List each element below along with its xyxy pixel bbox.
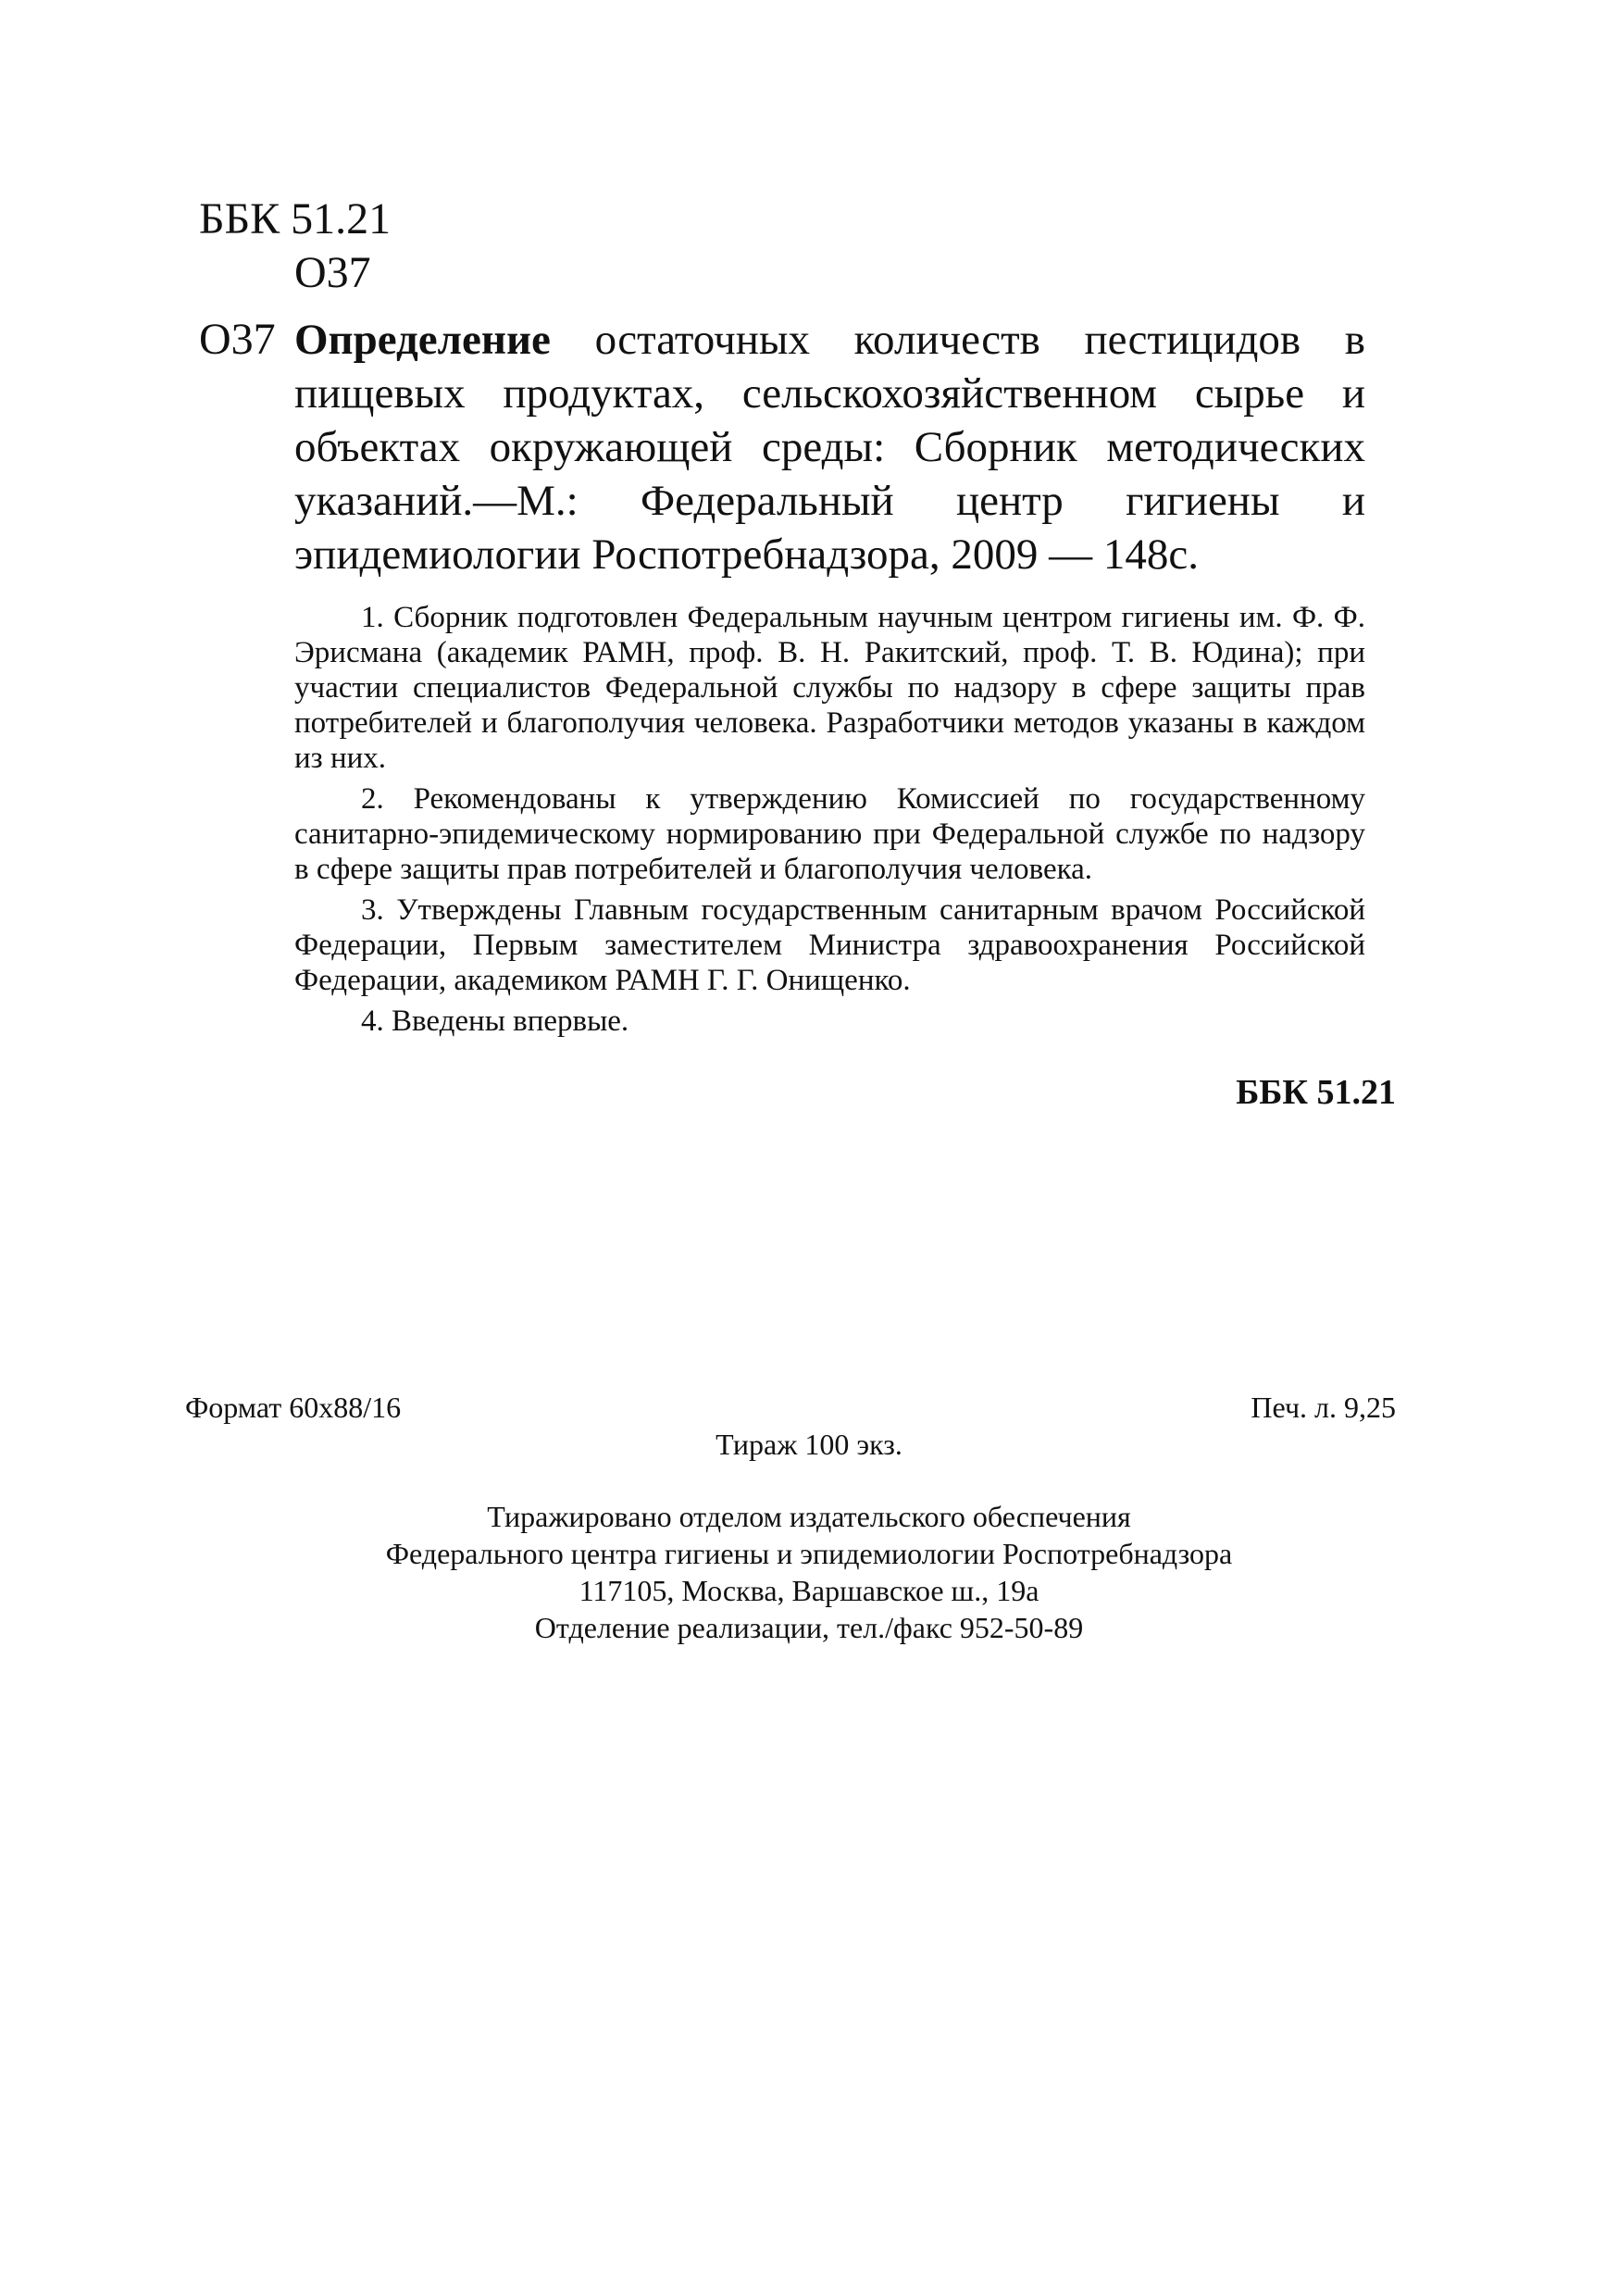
format-info: Формат 60х88/16 <box>185 1391 402 1424</box>
printed-sheets: Печ. л. 9,25 <box>1251 1391 1396 1424</box>
entry-author-mark: О37 <box>199 315 276 364</box>
publisher-contact: Отделение реализации, тел./факс 952-50-89 <box>534 1611 1084 1644</box>
note-item: 1. Сборник подготовлен Федеральным научным центром гигиены им. Ф. Ф. Эрисмана (академик РАМН, проф. В. Н. Ракитский, проф. Т. В. Юдина); при участии специалистов Федеральной службы по надзору в сфере защиты прав потребителей и благополучия человека. Разработчики методов указаны в каждом из них. <box>294 601 1365 775</box>
bbk-code-bottom: ББК 51.21 <box>1236 1073 1396 1112</box>
entry-description: остаточных количеств пестицидов в пищевых продуктах, сельскохозяйственном сырье и объектах окружающей среды: Сборник методических указаний.—М.: Федеральный центр гигиены и эпидемиологии Роспотребнадзора, 2009 — 148с. <box>294 316 1365 579</box>
publisher-line: Тиражировано отделом издательского обеспечения <box>487 1500 1131 1533</box>
note-item: 3. Утверждены Главным государственным санитарным врачом Российской Федерации, Первым заместителем Министра здравоохранения Российской Федерации, академиком РАМН Г. Г. Онищенко. <box>294 893 1365 997</box>
print-run: Тираж 100 экз. <box>716 1428 902 1461</box>
publisher-line: Федерального центра гигиены и эпидемиологии Роспотребнадзора <box>385 1537 1233 1570</box>
publisher-address: 117105, Москва, Варшавское ш., 19а <box>579 1574 1039 1607</box>
note-item: 2. Рекомендованы к утверждению Комиссией по государственному санитарно-эпидемическому нормированию при Федеральной службе по надзору в сфере защиты прав потребителей и благополучия человека. <box>294 782 1365 886</box>
author-mark: О37 <box>294 248 371 297</box>
publisher-info <box>0 1498 1618 1646</box>
bibliographic-entry <box>294 313 1365 581</box>
entry-title: Определение <box>294 316 551 364</box>
note-item: 4. Введены впервые. <box>361 1004 629 1038</box>
bbk-code: ББК 51.21 <box>199 194 392 243</box>
notes-list <box>294 600 1365 1044</box>
